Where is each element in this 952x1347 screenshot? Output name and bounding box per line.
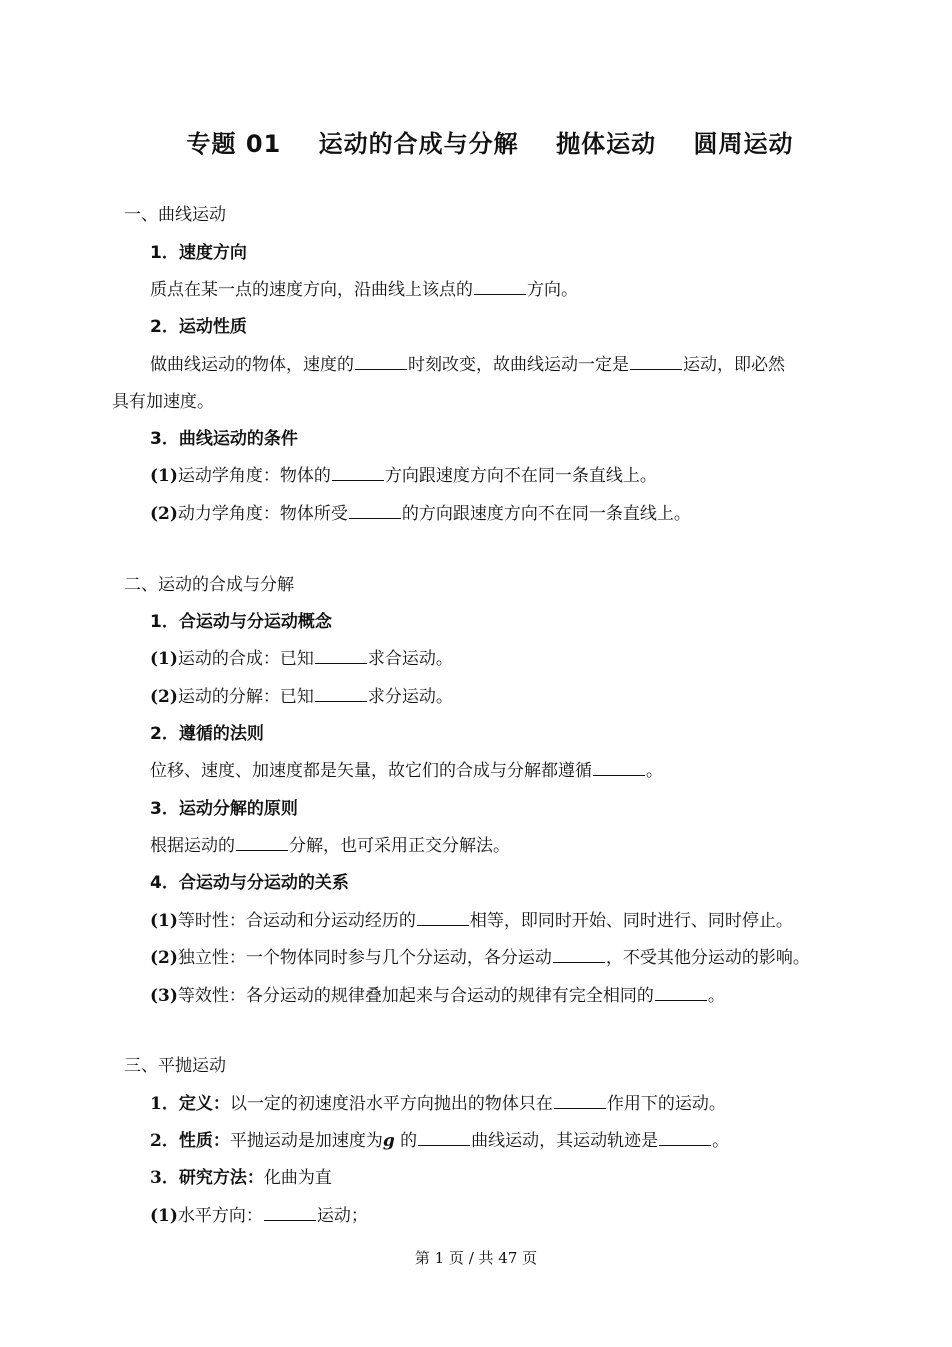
list-item: (3)等效性：各分运动的规律叠加起来与合运动的规律有完全相同的 。: [150, 986, 725, 1006]
section-heading-3: 三、平抛运动: [124, 1056, 226, 1076]
subheading-motion-nature: 2．运动性质: [150, 317, 247, 337]
property-item: 2．性质：平抛运动是加速度为g 的 曲线运动，其运动轨迹是 。: [150, 1131, 730, 1151]
page-title: 专题 01 运动的合成与分解 抛体运动 圆周运动: [186, 130, 794, 158]
page-footer: 第 1 页 / 共 47 页: [414, 1249, 538, 1267]
definition-item: 1．定义：以一定的初速度沿水平方向抛出的物体只在 作用下的运动。: [150, 1094, 726, 1114]
list-item: (1)运动的合成：已知 求合运动。: [150, 649, 453, 669]
subheading-composite-concept: 1．合运动与分运动概念: [150, 612, 332, 632]
fill-blank[interactable]: [553, 948, 605, 963]
list-item: (1)运动学角度：物体的 方向跟速度方向不在同一条直线上。: [150, 466, 657, 486]
paragraph: 做曲线运动的物体，速度的 时刻改变，故曲线运动一定是 运动，即必然: [150, 355, 785, 375]
list-item: (2)动力学角度：物体所受 的方向跟速度方向不在同一条直线上。: [150, 504, 691, 524]
fill-blank[interactable]: [349, 504, 401, 519]
method-item: 3．研究方法：化曲为直: [150, 1168, 332, 1188]
variable-g: g: [382, 1131, 395, 1151]
list-item: (1)等时性：合运动和分运动经历的 相等，即同时开始、同时进行、同时停止。: [150, 911, 793, 931]
list-item: (1)水平方向： 运动；: [150, 1206, 368, 1226]
fill-blank[interactable]: [264, 1206, 316, 1221]
fill-blank[interactable]: [315, 649, 367, 664]
fill-blank[interactable]: [417, 911, 469, 926]
section-heading-2: 二、运动的合成与分解: [124, 575, 294, 595]
list-item: (2)运动的分解：已知 求分运动。: [150, 687, 453, 707]
fill-blank[interactable]: [332, 466, 384, 481]
fill-blank[interactable]: [554, 1094, 606, 1109]
section-heading-1: 一、曲线运动: [124, 205, 226, 225]
fill-blank[interactable]: [659, 1131, 711, 1146]
subheading-speed-direction: 1．速度方向: [150, 243, 247, 263]
fill-blank[interactable]: [474, 280, 526, 295]
subheading-rules: 2．遵循的法则: [150, 724, 264, 744]
paragraph: 位移、速度、加速度都是矢量，故它们的合成与分解都遵循 。: [150, 761, 663, 781]
paragraph: 质点在某一点的速度方向，沿曲线上该点的 方向。: [150, 280, 578, 300]
fill-blank[interactable]: [418, 1131, 470, 1146]
list-item: (2)独立性：一个物体同时参与几个分运动，各分运动 ，不受其他分运动的影响。: [150, 948, 810, 968]
paragraph-continuation: 具有加速度。: [112, 392, 214, 412]
fill-blank[interactable]: [315, 687, 367, 702]
fill-blank[interactable]: [593, 761, 645, 776]
fill-blank[interactable]: [630, 355, 682, 370]
subheading-decomposition-principle: 3．运动分解的原则: [150, 799, 298, 819]
fill-blank[interactable]: [655, 986, 707, 1001]
fill-blank[interactable]: [355, 355, 407, 370]
subheading-curve-condition: 3．曲线运动的条件: [150, 429, 298, 449]
fill-blank[interactable]: [236, 836, 288, 851]
paragraph: 根据运动的 分解，也可采用正交分解法。: [150, 836, 510, 856]
subheading-relations: 4．合运动与分运动的关系: [150, 873, 349, 893]
